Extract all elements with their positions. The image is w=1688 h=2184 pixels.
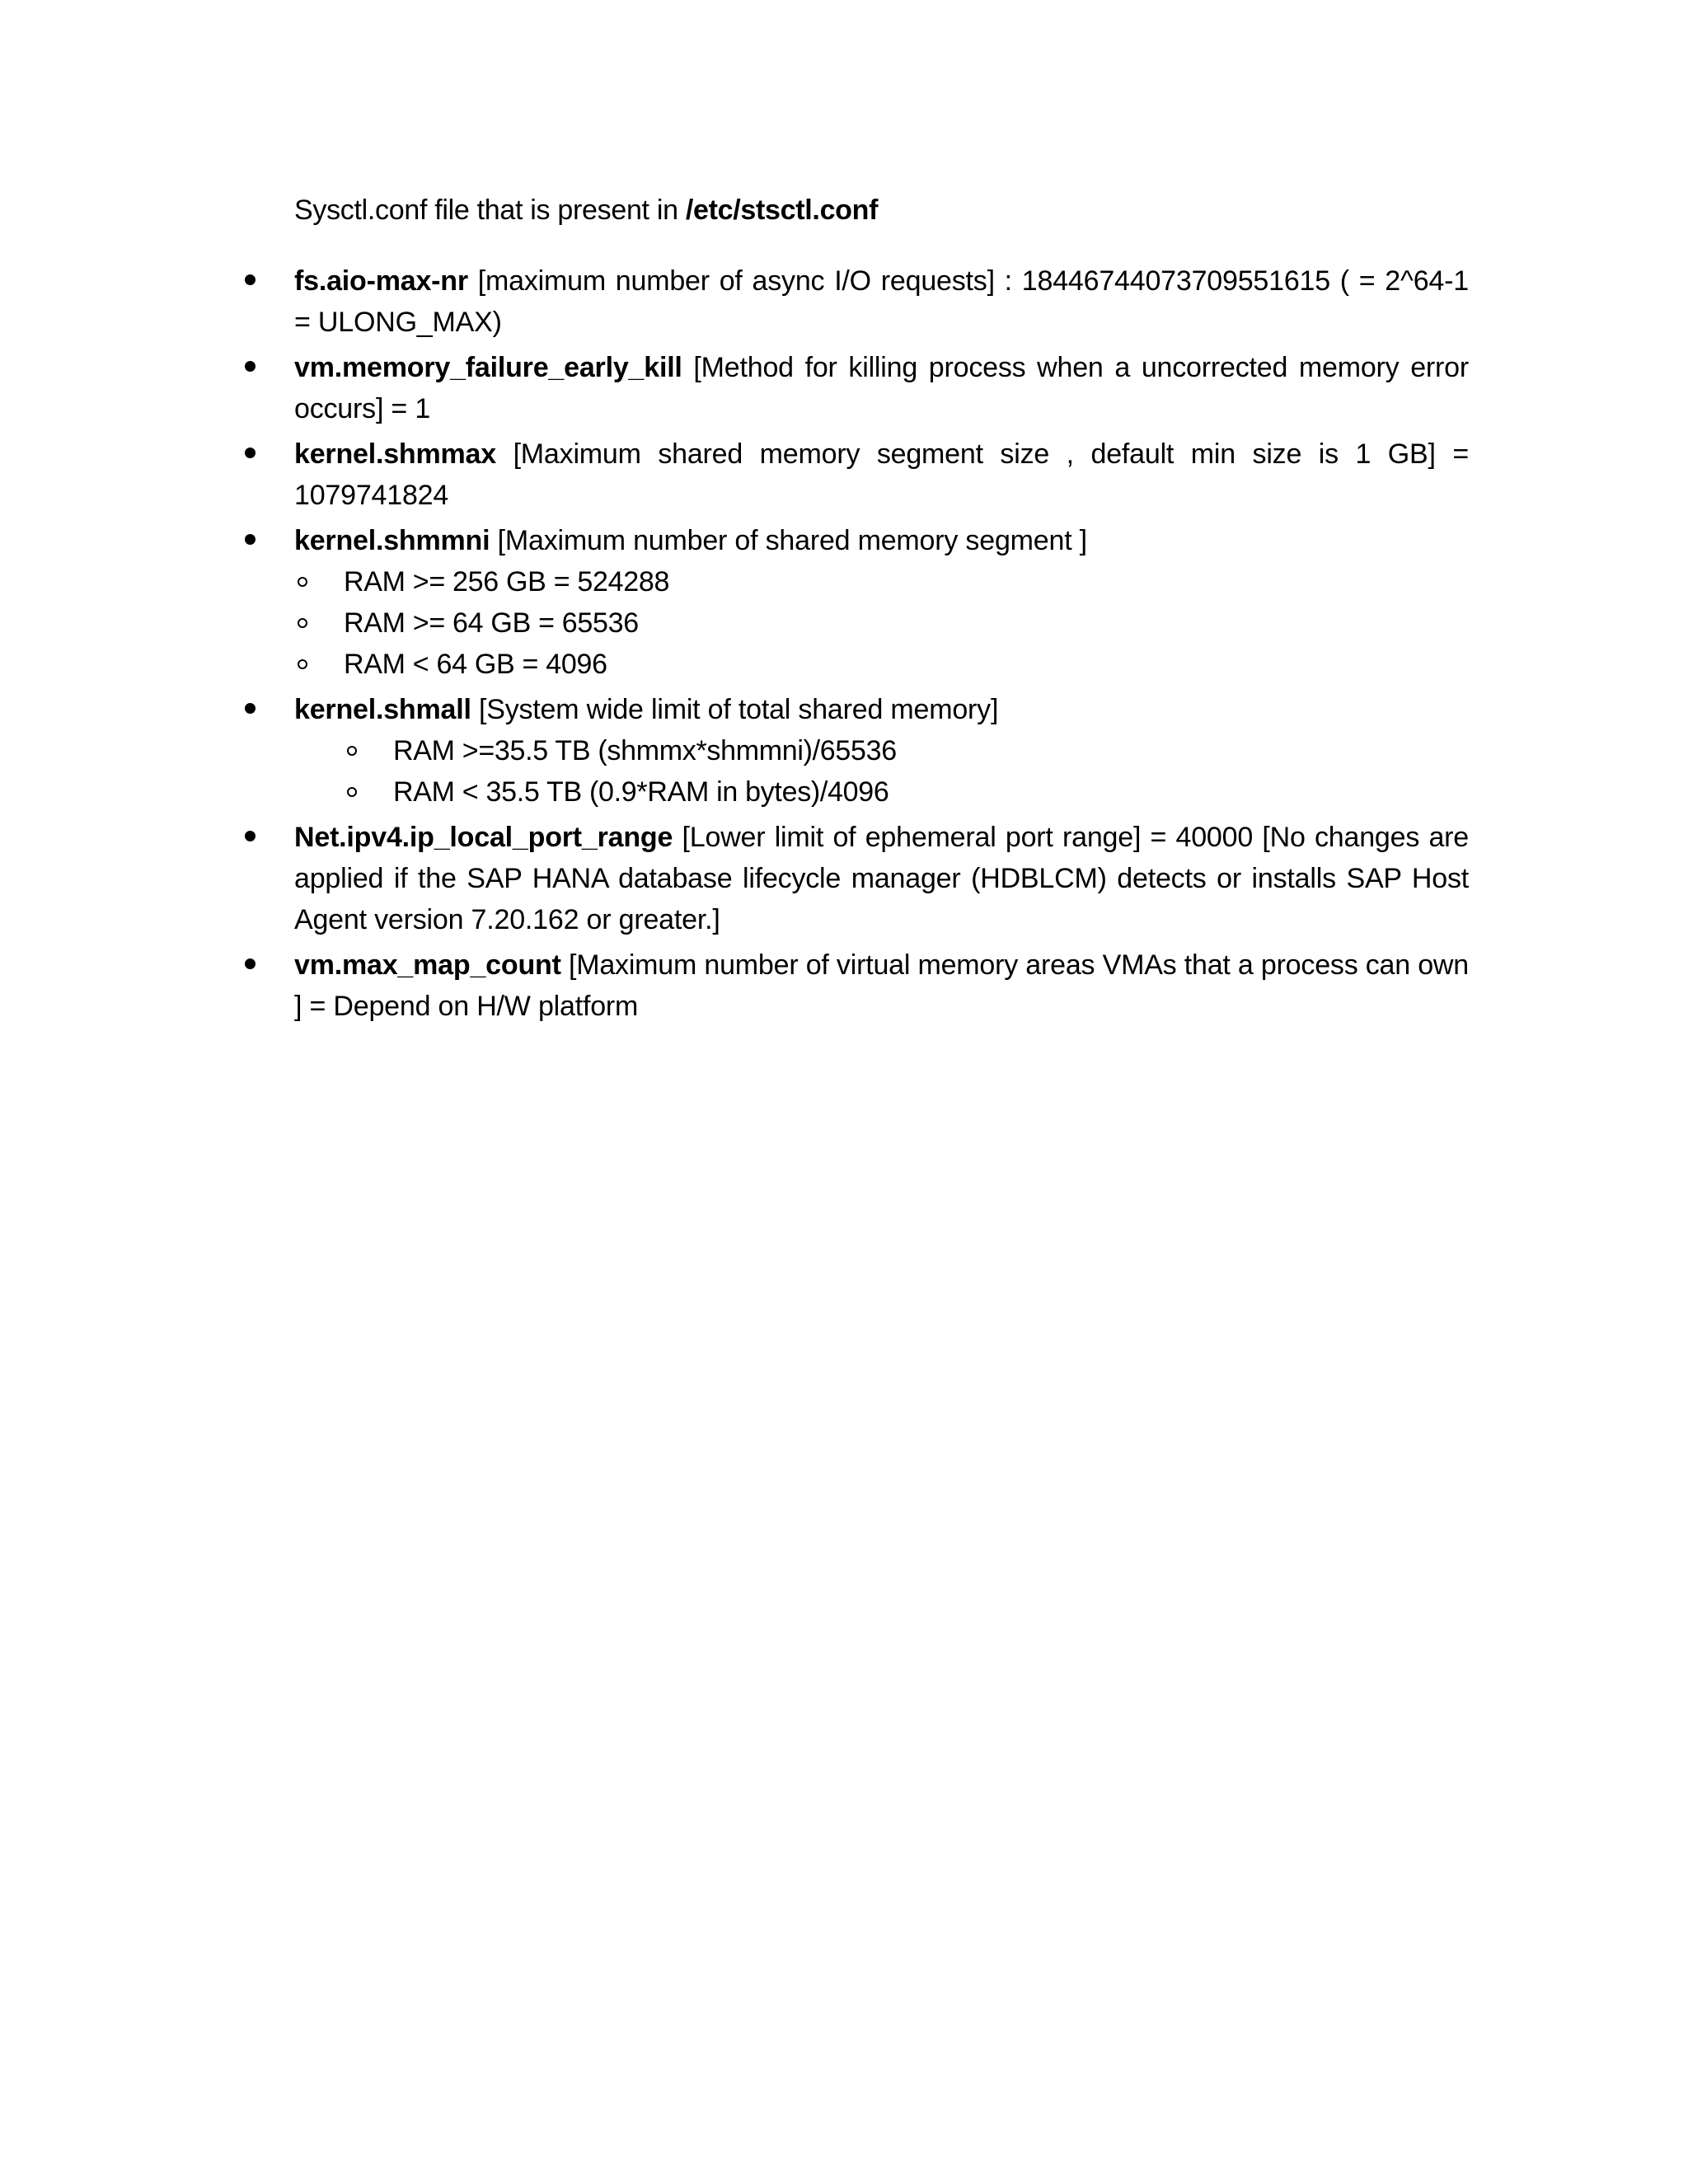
list-item-fs-aio-max-nr	[294, 260, 1469, 343]
sub-list-item	[294, 730, 1469, 771]
list-item-net-ipv4-ip-local-port-range	[294, 817, 1469, 940]
document-body	[294, 190, 1469, 1031]
list-item-kernel-shmmax	[294, 434, 1469, 516]
sub-item-text: RAM >=35.5 TB (shmmx*shmmni)/65536	[393, 735, 897, 766]
sub-item-text: RAM < 64 GB = 4096	[344, 649, 607, 680]
bullet-circle-icon	[298, 659, 307, 669]
param-key: kernel.shmmax	[294, 438, 496, 470]
param-key: kernel.shmmni	[294, 525, 490, 556]
parameter-list	[294, 260, 1469, 1027]
intro-text: Sysctl.conf file that is present in	[294, 194, 686, 226]
param-key: kernel.shmall	[294, 694, 471, 725]
bullet-circle-icon	[298, 577, 307, 587]
param-key: fs.aio-max-nr	[294, 265, 468, 297]
intro-paragraph	[294, 190, 1469, 231]
sub-item-text: RAM >= 256 GB = 524288	[344, 566, 670, 598]
sub-item-text: RAM >= 64 GB = 65536	[344, 607, 639, 639]
bullet-dot-icon	[245, 274, 256, 285]
param-desc: [Maximum number of shared memory segment ]	[490, 525, 1087, 556]
bullet-circle-icon	[347, 787, 357, 797]
list-item-vm-max-map-count	[294, 944, 1469, 1027]
sub-list-item	[294, 644, 1469, 685]
param-desc: [maximum number of async I/O requests] : 18446744073709551615 ( = 2^64-1 = ULONG_MAX)	[294, 265, 1469, 338]
bullet-dot-icon	[245, 448, 256, 458]
bullet-dot-icon	[245, 831, 256, 841]
bullet-dot-icon	[245, 958, 256, 969]
param-desc: [Maximum number of virtual memory areas VMAs that a process can own ] = Depend on H/W platform	[294, 949, 1469, 1022]
param-desc: [Method for killing process when a uncorrected memory error occurs] = 1	[294, 352, 1469, 424]
sub-list-item	[294, 771, 1469, 813]
param-key: vm.max_map_count	[294, 949, 561, 981]
bullet-dot-icon	[245, 534, 256, 545]
param-desc: [System wide limit of total shared memory]	[471, 694, 999, 725]
sub-list-shmall	[294, 730, 1469, 813]
list-item-vm-memory-failure-early-kill	[294, 347, 1469, 429]
sub-list-item	[294, 602, 1469, 644]
list-item-kernel-shmall	[294, 689, 1469, 813]
sub-list-item	[294, 561, 1469, 602]
bullet-dot-icon	[245, 703, 256, 714]
param-key: Net.ipv4.ip_local_port_range	[294, 822, 673, 853]
bullet-circle-icon	[298, 618, 307, 628]
param-desc: [Lower limit of ephemeral port range] = 40000 [No changes are applied if the SAP HANA database lifecycle manager (HDBLCM) detects or installs SAP Host Agent version 7.20.162 or greater.]	[294, 822, 1469, 935]
sub-item-text: RAM < 35.5 TB (0.9*RAM in bytes)/4096	[393, 776, 889, 808]
bullet-dot-icon	[245, 361, 256, 372]
list-item-kernel-shmmni	[294, 520, 1469, 685]
sub-list-shmmni	[294, 561, 1469, 685]
config-path: /etc/stsctl.conf	[685, 194, 879, 226]
param-key: vm.memory_failure_early_kill	[294, 352, 682, 383]
param-desc: [Maximum shared memory segment size , default min size is 1 GB] = 1079741824	[294, 438, 1469, 511]
bullet-circle-icon	[347, 746, 357, 756]
